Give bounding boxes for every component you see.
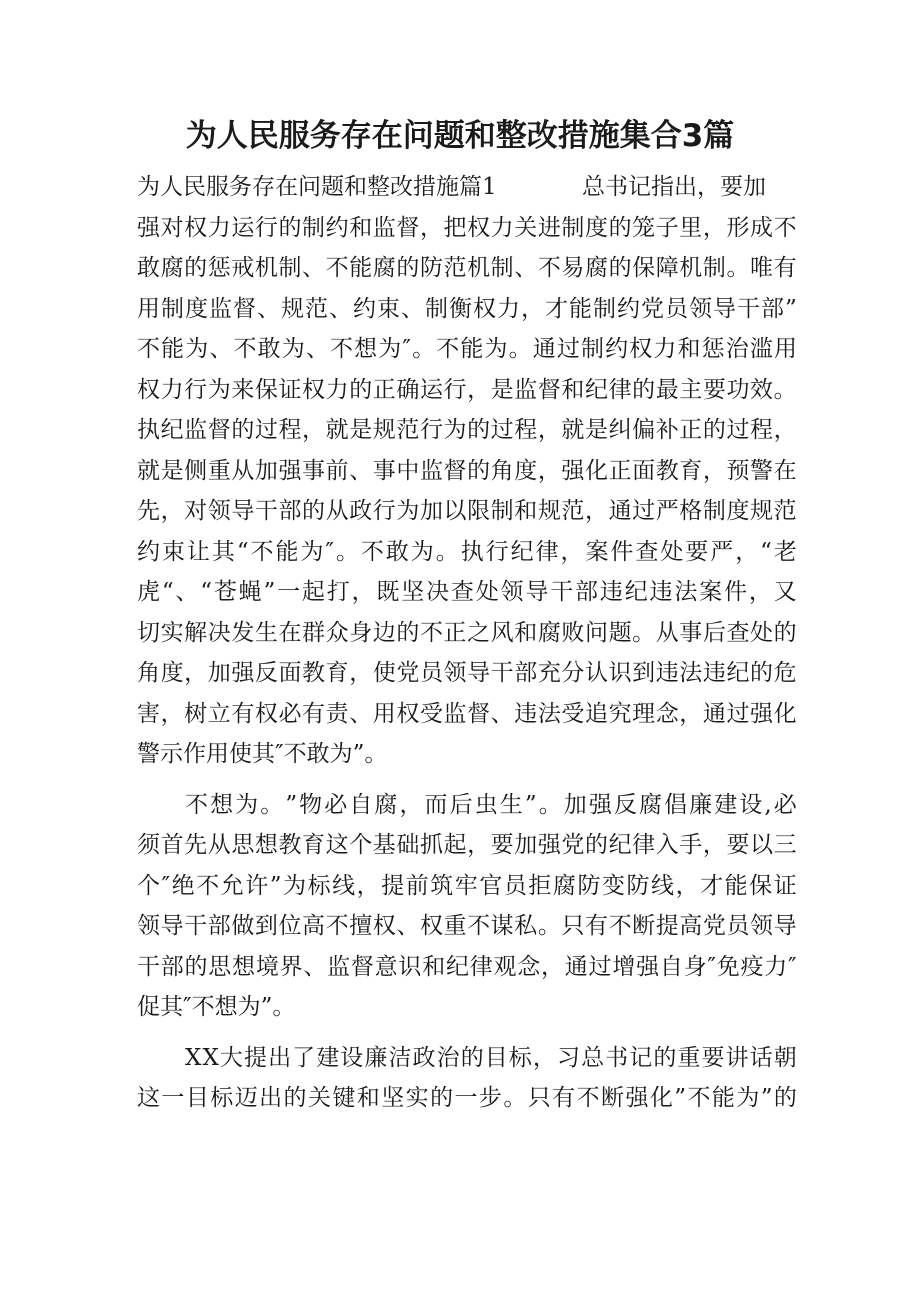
paragraph [137, 208, 797, 775]
first-line [137, 167, 797, 208]
text-line: X X 大 提 出 了 建 设 廉 洁 政 治 的 目 标 ， 习 总 书 记 的 重 要 讲 话 朝 [185, 1044, 797, 1071]
paragraph-gap [137, 775, 797, 785]
text-line: 强 对 权 力 运 行 的 制 约 和 监 督 ， 把 权 力 关 进 制 度 的 笼 子 里 ， 形 成 不 [137, 214, 797, 241]
paragraph-gap [137, 1028, 797, 1038]
text-line: 权 力 行 为 来 保 证 权 力 的 正 确 运 行 ， 是 监 督 和 纪 律 的 最 主 要 功 效 。 [137, 376, 797, 403]
text-line: 干 部 的 思 想 境 界 、 监 督 意 识 和 纪 律 观 念 ， 通 过 增 强 自 身 ″ 免 疫 力 ″ [137, 953, 797, 980]
text-line: 约 束 让 其 “ 不 能 为 ″ 。 不 敢 为 。 执 行 纪 律 ， 案 件 查 处 要 严 ， “ 老 [137, 538, 797, 565]
text-line: 这 一 目 标 迈 出 的 关 键 和 坚 实 的 一 步 。 只 有 不 断 强 化 ” 不 能 为 ” 的 [137, 1085, 797, 1111]
document-title: 为人民服务存在问题和整改措施集合3篇 [185, 118, 735, 154]
section-heading: 为人民服务存在问题和整改措施篇1 [137, 174, 497, 200]
text-line: 敢 腐 的 惩 戒 机 制 、 不 能 腐 的 防 范 机 制 、 不 易 腐 的 保 障 机 制 。 唯 有 [137, 255, 797, 281]
text-line: 先 ， 对 领 导 干 部 的 从 政 行 为 加 以 限 制 和 规 范 ， 通 过 严 格 制 度 规 范 [137, 498, 797, 524]
text-line: 领 导 干 部 做 到 位 高 不 擅 权 、 权 重 不 谋 私 。 只 有 不 断 提 高 党 员 领 导 [137, 913, 797, 939]
paragraph [137, 1038, 797, 1119]
paragraphs [137, 208, 797, 1119]
text-line: 执 纪 监 督 的 过 程 ， 就 是 规 范 行 为 的 过 程 ， 就 是 纠 偏 补 正 的 过 程 ， [137, 417, 797, 443]
text-line: 不 能 为 、 不 敢 为 、 不 想 为 ″ 。 不 能 为 。 通 过 制 约 权 力 和 惩 治 滥 用 [137, 336, 797, 362]
text-line: 害 ， 树 立 有 权 必 有 责 、 用 权 受 监 督 、 违 法 受 追 究 理 念 ， 通 过 强 化 [137, 700, 797, 727]
paragraph [137, 785, 797, 1028]
first-line-text: 总书记指出，要加 [582, 174, 766, 200]
text-line: 警示作用使其″不敢为”。 [137, 741, 388, 767]
text-line: 虎 “ 、 “ 苍 蝇 ” 一 起 打 ， 既 坚 决 查 处 领 导 干 部 违 纪 违 法 案 件 ， 又 [137, 579, 797, 605]
text-line: 促其″不想为”。 [137, 994, 296, 1020]
text-line: 角 度 ， 加 强 反 面 教 育 ， 使 党 员 领 导 干 部 充 分 认 识 到 违 法 违 纪 的 危 [137, 660, 797, 686]
text-line: 用 制 度 监 督 、 规 范 、 约 束 、 制 衡 权 力 ， 才 能 制 约 党 员 领 导 干 部 ” [137, 295, 797, 322]
text-line: 切 实 解 决 发 生 在 群 众 身 边 的 不 正 之 风 和 腐 败 问 题 。 从 事 后 查 处 的 [137, 619, 797, 646]
text-line: 须 首 先 从 思 想 教 育 这 个 基 础 抓 起 ， 要 加 强 党 的 纪 律 入 手 ， 要 以 三 [137, 832, 797, 858]
text-line: 个 ″ 绝 不 允 许 ” 为 标 线 ， 提 前 筑 牢 官 员 拒 腐 防 变 防 线 ， 才 能 保 证 [137, 872, 797, 899]
document-body [137, 167, 797, 1119]
text-line: 不 想 为 。 ” 物 必 自 腐 ， 而 后 虫 生 ” 。 加 强 反 腐 倡 廉 建 设 , 必 [185, 791, 797, 818]
text-line: 就 是 侧 重 从 加 强 事 前 、 事 中 监 督 的 角 度 ， 强 化 正 面 教 育 ， 预 警 在 [137, 457, 797, 484]
